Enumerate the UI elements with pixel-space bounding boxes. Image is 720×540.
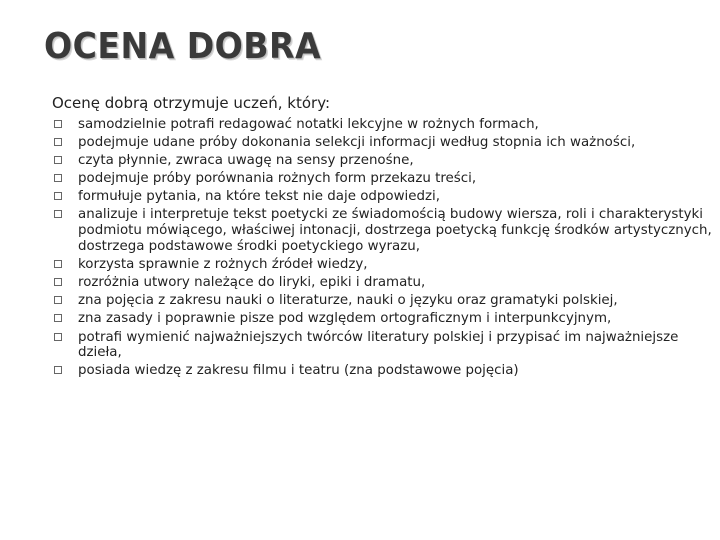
list-item [52, 189, 712, 205]
list-item-text: posiada wiedzę z zakresu filmu i teatru (zna podstawowe pojęcia) [78, 363, 519, 379]
list-item [52, 363, 712, 379]
square-bullet-icon [54, 174, 62, 182]
square-bullet-icon [54, 210, 62, 218]
list-item-text: analizuje i interpretuje tekst poetycki ze świadomością budowy wiersza, roli i charakterystyki podmiotu mówiącego, właściwej intonacji, dostrzega poetycką funkcję środków artystycznych, dostrzega podstawowe środki poetyckiego wyrazu, [78, 207, 712, 255]
list-item-text: zna zasady i poprawnie pisze pod względem ortograficznym i interpunkcyjnym, [78, 311, 612, 327]
list-item-text: podejmuje udane próby dokonania selekcji informacji według stopnia ich ważności, [78, 135, 636, 151]
list-item-text: samodzielnie potrafi redagować notatki lekcyjne w rożnych formach, [78, 117, 539, 132]
square-bullet-icon [54, 314, 62, 322]
list-item-text: formułuje pytania, na które tekst nie daje odpowiedzi, [78, 189, 441, 205]
criteria-list [52, 117, 712, 382]
square-bullet-icon [54, 120, 62, 128]
intro-text: Ocenę dobrą otrzymuje uczeń, który: [52, 94, 331, 112]
list-item-text: podejmuje próby porównania rożnych form przekazu treści, [78, 171, 477, 187]
square-bullet-icon [54, 192, 62, 200]
list-item [52, 311, 712, 327]
list-item-text: zna pojęcia z zakresu nauki o literaturze, nauki o języku oraz gramatyki polskiej, [78, 293, 618, 309]
square-bullet-icon [54, 260, 62, 268]
slide-title: OCENA DOBRA [44, 26, 322, 67]
square-bullet-icon [54, 138, 62, 146]
list-item [52, 171, 712, 187]
list-item-text: korzysta sprawnie z rożnych źródeł wiedzy, [78, 257, 368, 273]
list-item [52, 117, 712, 133]
list-item [52, 135, 712, 151]
list-item [52, 330, 712, 362]
list-item [52, 293, 712, 309]
list-item [52, 153, 712, 169]
square-bullet-icon [54, 278, 62, 286]
list-item-text: czyta płynnie, zwraca uwagę na sensy przenośne, [78, 153, 414, 169]
list-item [52, 275, 712, 291]
square-bullet-icon [54, 366, 62, 374]
list-item-text: potrafi wymienić najważniejszych twórców literatury polskiej i przypisać im najważniejsze dzieła, [78, 329, 679, 361]
list-item-text: rozróżnia utwory należące do liryki, epiki i dramatu, [78, 275, 426, 291]
square-bullet-icon [54, 156, 62, 164]
square-bullet-icon [54, 333, 62, 341]
square-bullet-icon [54, 296, 62, 304]
list-item [52, 257, 712, 273]
list-item [52, 207, 712, 254]
